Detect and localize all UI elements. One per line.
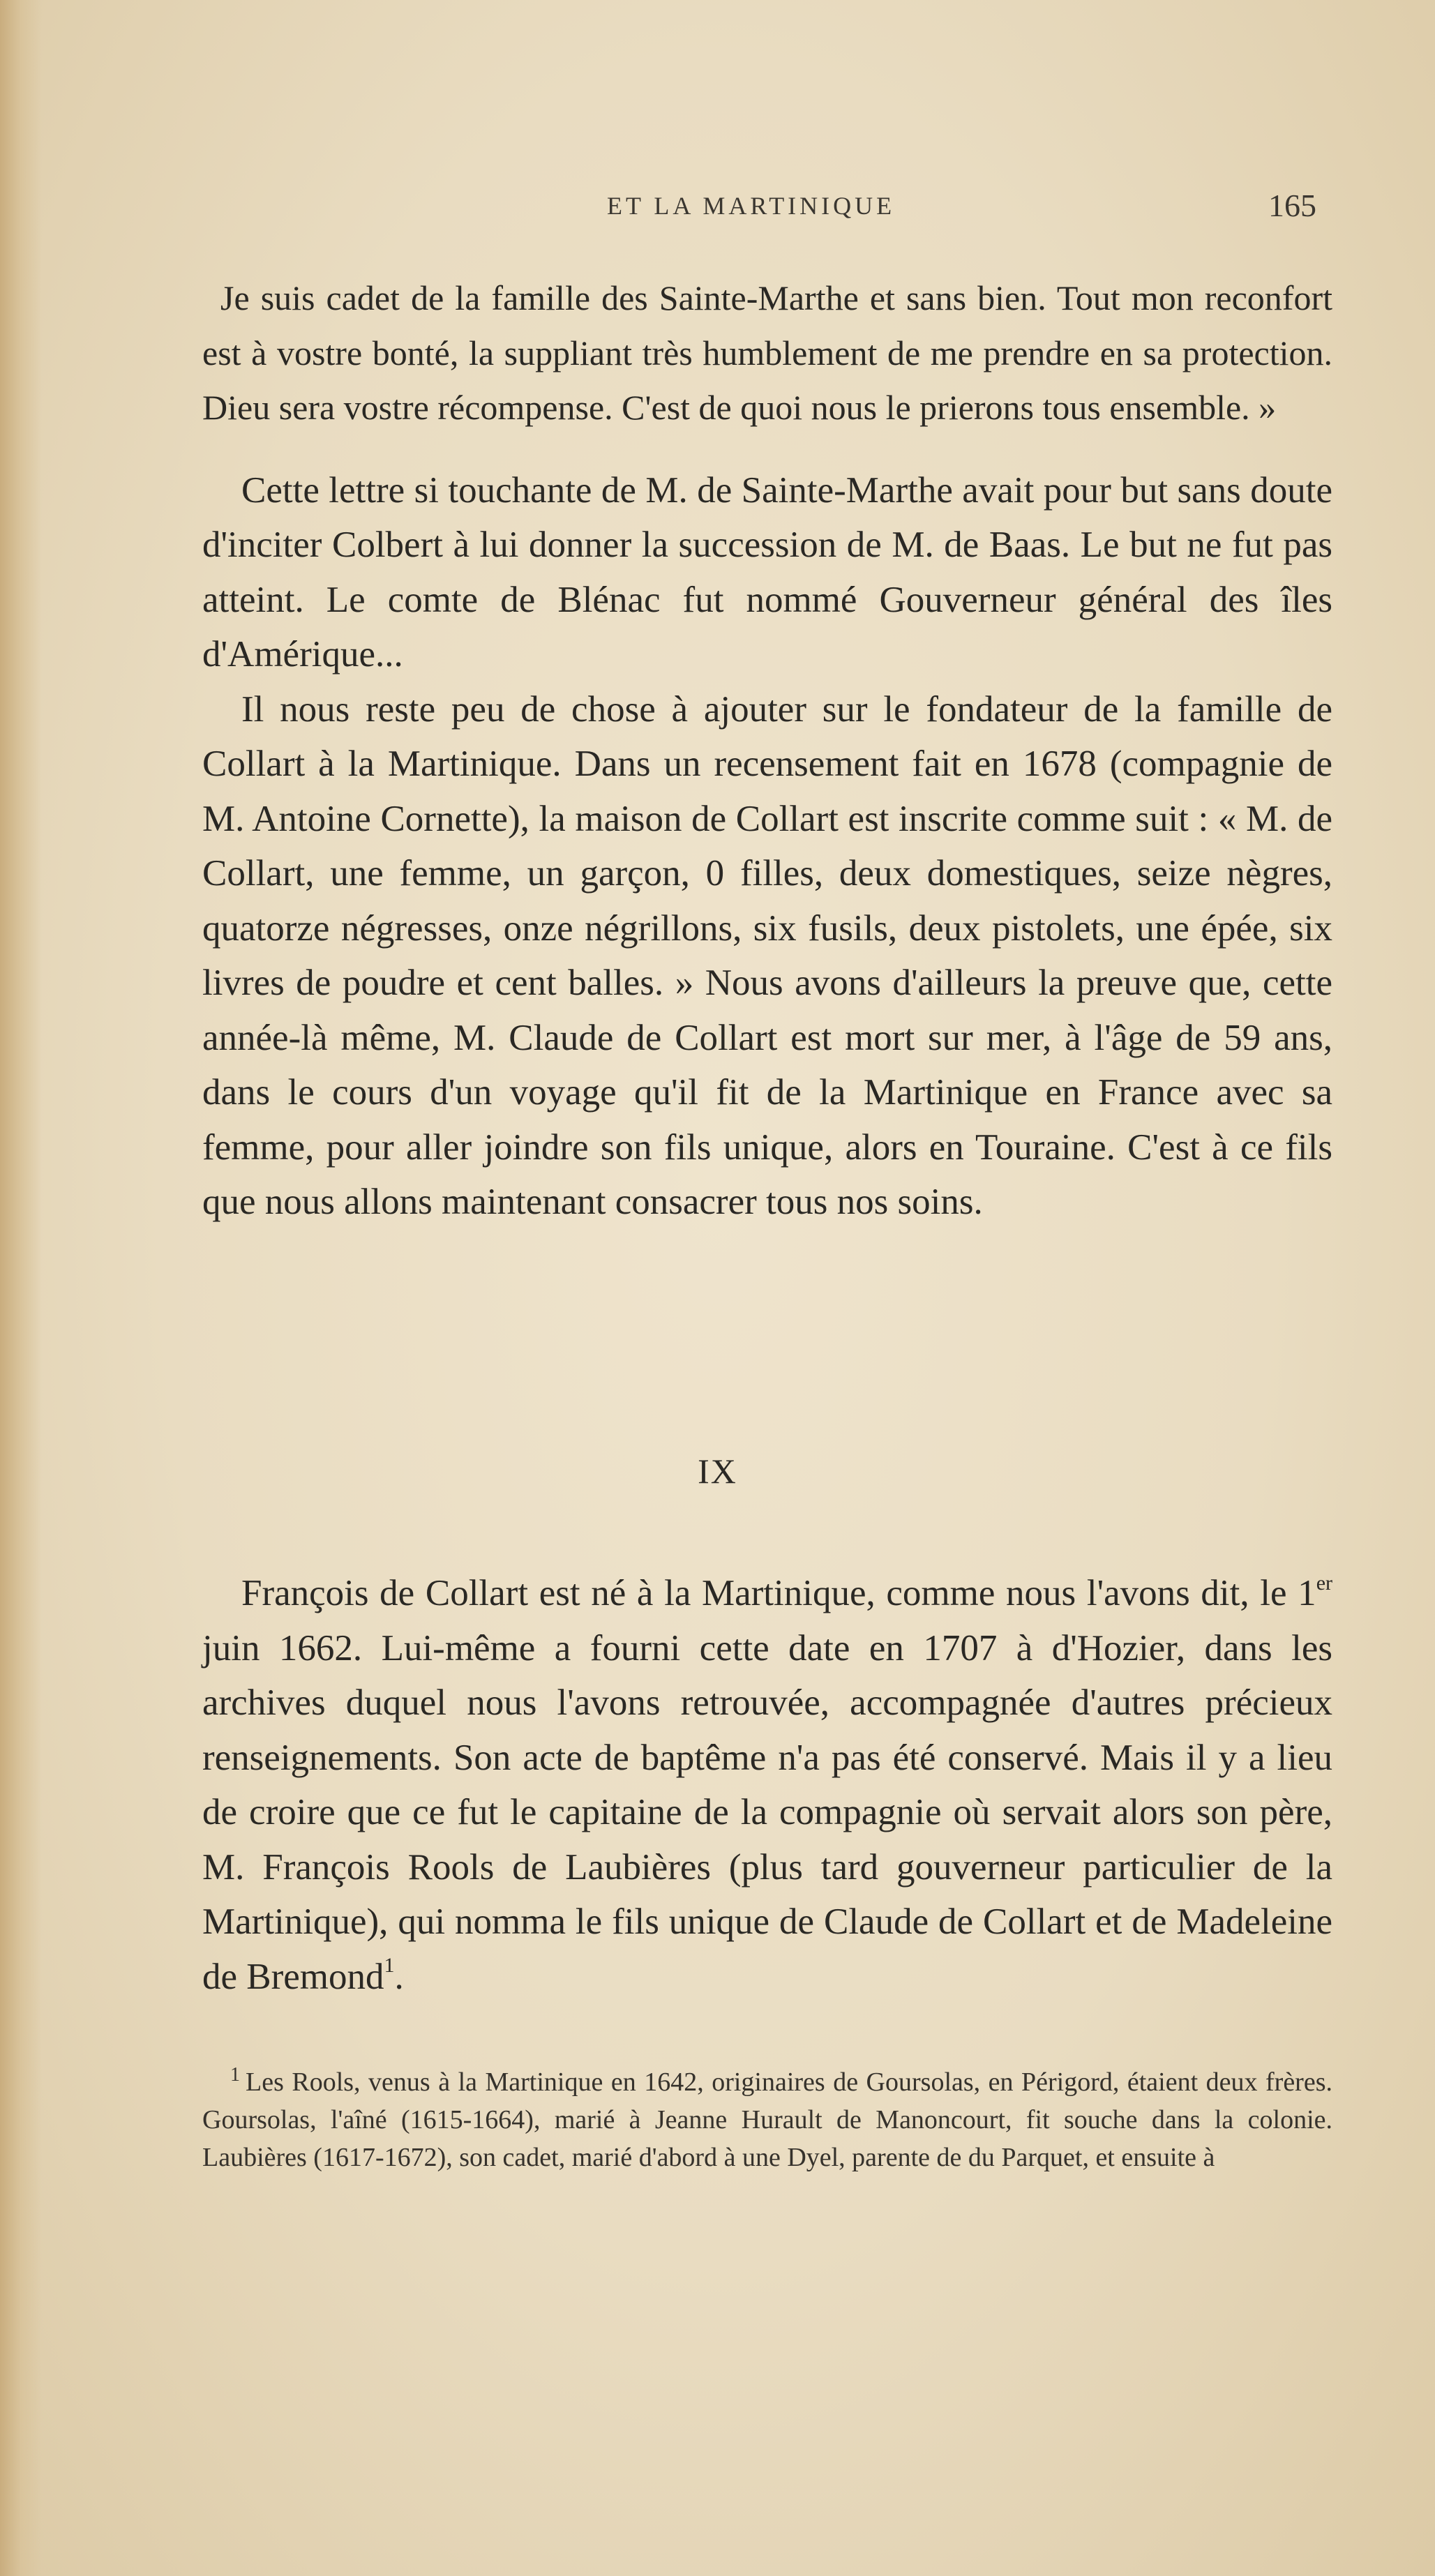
paragraph-gap — [202, 435, 1332, 463]
footnotes — [202, 2063, 1332, 2176]
footnote-1 — [202, 2063, 1332, 2176]
page-number: 165 — [1268, 188, 1316, 223]
paragraph-sainte-marthe: Cette lettre si touchante de M. de Sainte-Marthe avait pour but sans doute d'inciter Colbert à lui donner la succession de M. de Baas. Le but ne fut pas atteint. Le comte de Blénac fut nommé Gouverneur général des îles d'Amérique... — [202, 469, 1332, 675]
footnote-reference: 1 — [384, 1953, 395, 1977]
footnote-mark: 1 — [230, 2064, 240, 2086]
page-edge-shading — [0, 0, 42, 2576]
paragraph-collart-founder: Il nous reste peu de chose à ajouter sur le fondateur de la famille de Collart à la Martinique. Dans un recensement fait en 1678 (compagnie de M. Antoine Cornette), la maison de Collart est inscrite comme suit : « M. de Collart, une femme, un garçon, 0 filles, deux domestiques, seize nègres, quatorze négresses, onze négrillons, six fusils, deux pistolets, une épée, six livres de poudre et cent balles. » Nous avons d'ailleurs la preuve que, cette année-là même, M. Claude de Collart est mort sur mer, à l'âge de 59 ans, dans le cours d'un voyage qu'il fit de la Martinique en France avec sa femme, pour aller joindre son fils unique, alors en Touraine. C'est à ce fils que nous allons maintenant consacrer tous nos soins. — [202, 688, 1332, 1222]
body-text-section — [202, 1566, 1332, 2004]
paragraph-francois-de-collart — [202, 1566, 1332, 2004]
running-title: ET LA MARTINIQUE — [607, 192, 896, 220]
footnote-text: Les Rools, venus à la Martinique en 1642, originaires de Goursolas, en Périgord, étaient deux frères. Goursolas, l'aîné (1615-1664), marié à Jeanne Hurault de Manoncourt, fit souche dans la colonie. Laubières (1617-1672), son cadet, marié d'abord à une Dyel, parente de du Parquet, et ensuite à — [202, 2067, 1332, 2172]
paragraph-part-3: . — [394, 1956, 404, 1997]
ordinal-superscript: er — [1316, 1572, 1332, 1595]
section-heading: IX — [698, 1452, 737, 1491]
running-head — [0, 187, 1435, 229]
paragraph-part-2: juin 1662. Lui-même a fourni cette date en 1707 à d'Hozier, dans les archives duquel nous l'avons retrouvée, accompagnée d'autres précieux renseignements. Son acte de baptême n'a pas été conservé. Mais il y a lieu de croire que ce fut le capitaine de la compagnie où servait alors son père, M. François Rools de Laubières (plus tard gouverneur particulier de la Martinique), qui nomma le fils unique de Claude de Collart et de Madeleine de Bremond — [202, 1627, 1332, 1997]
paragraph-part-1: François de Collart est né à la Martinique, comme nous l'avons dit, le 1 — [241, 1573, 1316, 1613]
body-text-top — [202, 271, 1332, 1230]
paragraph-letter-ending: Je suis cadet de la famille des Sainte-Marthe et sans bien. Tout mon reconfort est à vostre bonté, la suppliant très humblement de me prendre en sa protection. Dieu sera vostre récompense. C'est de quoi nous le prierons tous ensemble. » — [202, 278, 1332, 427]
